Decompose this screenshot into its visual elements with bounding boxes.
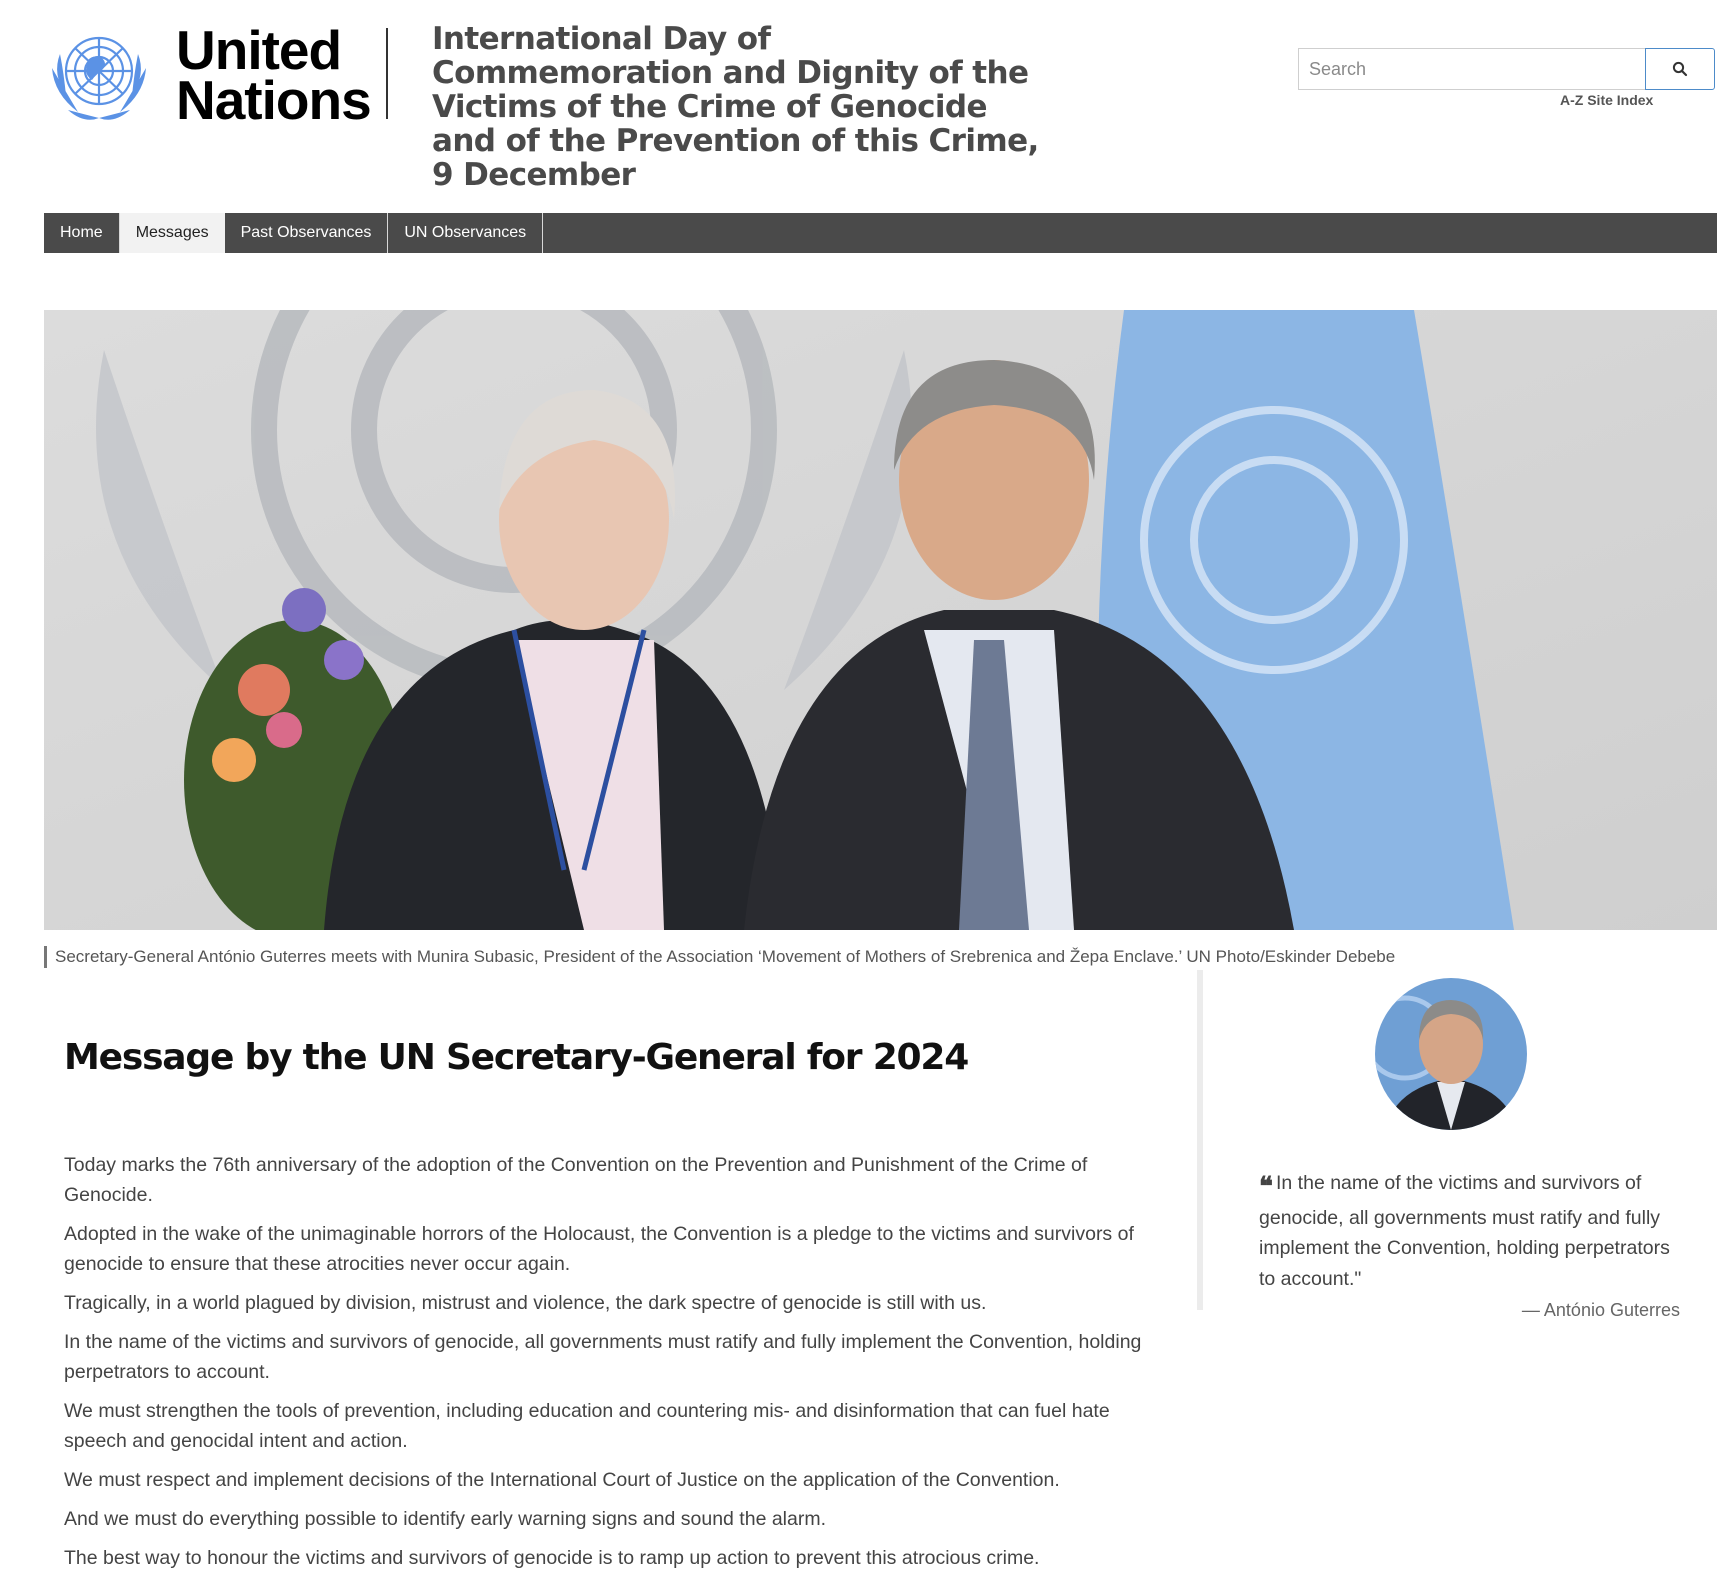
main-nav <box>44 213 1717 253</box>
pull-quote-text: In the name of the victims and survivors of genocide, all governments must ratify and fully implement the Convention, holding perpetrators to account." <box>1259 1172 1670 1290</box>
search-icon <box>1672 61 1688 77</box>
portrait-image <box>1375 978 1527 1130</box>
nav-item-un-observances[interactable]: UN Observances <box>388 213 543 253</box>
message-article <box>64 1036 1144 1569</box>
article-paragraph: The best way to honour the victims and survivors of genocide is to ramp up action to prevent this atrocious crime. <box>64 1547 1040 1569</box>
article-heading: Message by the UN Secretary-General for 2024 <box>64 1037 969 1078</box>
search-button[interactable] <box>1645 48 1715 90</box>
az-site-index-link[interactable]: A-Z Site Index <box>1560 92 1654 108</box>
article-paragraph: Adopted in the wake of the unimaginable horrors of the Holocaust, the Convention is a pledge to the victims and survivors of genocide to ensure that these atrocities never occur again. <box>64 1223 1134 1275</box>
article-paragraph: We must strengthen the tools of prevention, including education and countering mis- and disinformation that can fuel hate speech and genocidal intent and action. <box>64 1400 1110 1452</box>
secretary-general-portrait <box>1375 978 1527 1130</box>
nav-item-past-observances[interactable]: Past Observances <box>225 213 389 253</box>
nav-item-home[interactable]: Home <box>44 213 120 253</box>
un-emblem-icon <box>38 24 160 125</box>
logo-line-nations: Nations <box>176 68 371 131</box>
quote-icon: ❝ <box>1259 1172 1270 1202</box>
logo-line-united: United <box>176 18 342 81</box>
nav-item-messages[interactable]: Messages <box>120 213 225 253</box>
hero-photo-illustration <box>44 310 1717 930</box>
search-input[interactable] <box>1298 48 1645 90</box>
pull-quote <box>1259 1168 1679 1294</box>
site-title[interactable]: International Day of Commemoration and Dignity of the Victims of the Crime of Genocide and of the Prevention of this Crime, 9 December <box>432 21 1039 193</box>
article-paragraph: Today marks the 76th anniversary of the adoption of the Convention on the Prevention and Punishment of the Crime of Genocide. <box>64 1154 1088 1206</box>
quote-attribution: — António Guterres <box>1521 1300 1680 1320</box>
article-paragraph: Tragically, in a world plagued by division, mistrust and violence, the dark spectre of genocide is still with us. <box>64 1292 987 1314</box>
search-form <box>1298 48 1715 90</box>
column-divider <box>1197 970 1203 1310</box>
hero-photo-caption: Secretary-General António Guterres meets with Munira Subasic, President of the Association ‘Movement of Mothers of Srebrenica and Žepa Enclave.’ UN Photo/Eskinder Debebe <box>44 946 1717 968</box>
article-paragraph: In the name of the victims and survivors of genocide, all governments must ratify and fully implement the Convention, holding perpetrators to account. <box>64 1331 1142 1383</box>
un-logo-link[interactable] <box>38 18 371 131</box>
article-paragraph: We must respect and implement decisions of the International Court of Justice on the application of the Convention. <box>64 1469 1060 1491</box>
logo-divider <box>386 28 388 119</box>
logo-wordmark <box>176 18 371 131</box>
article-body <box>64 1150 1144 1579</box>
site-header <box>0 0 1717 200</box>
article-paragraph: And we must do everything possible to identify early warning signs and sound the alarm. <box>64 1508 827 1530</box>
hero-photo <box>44 310 1717 930</box>
